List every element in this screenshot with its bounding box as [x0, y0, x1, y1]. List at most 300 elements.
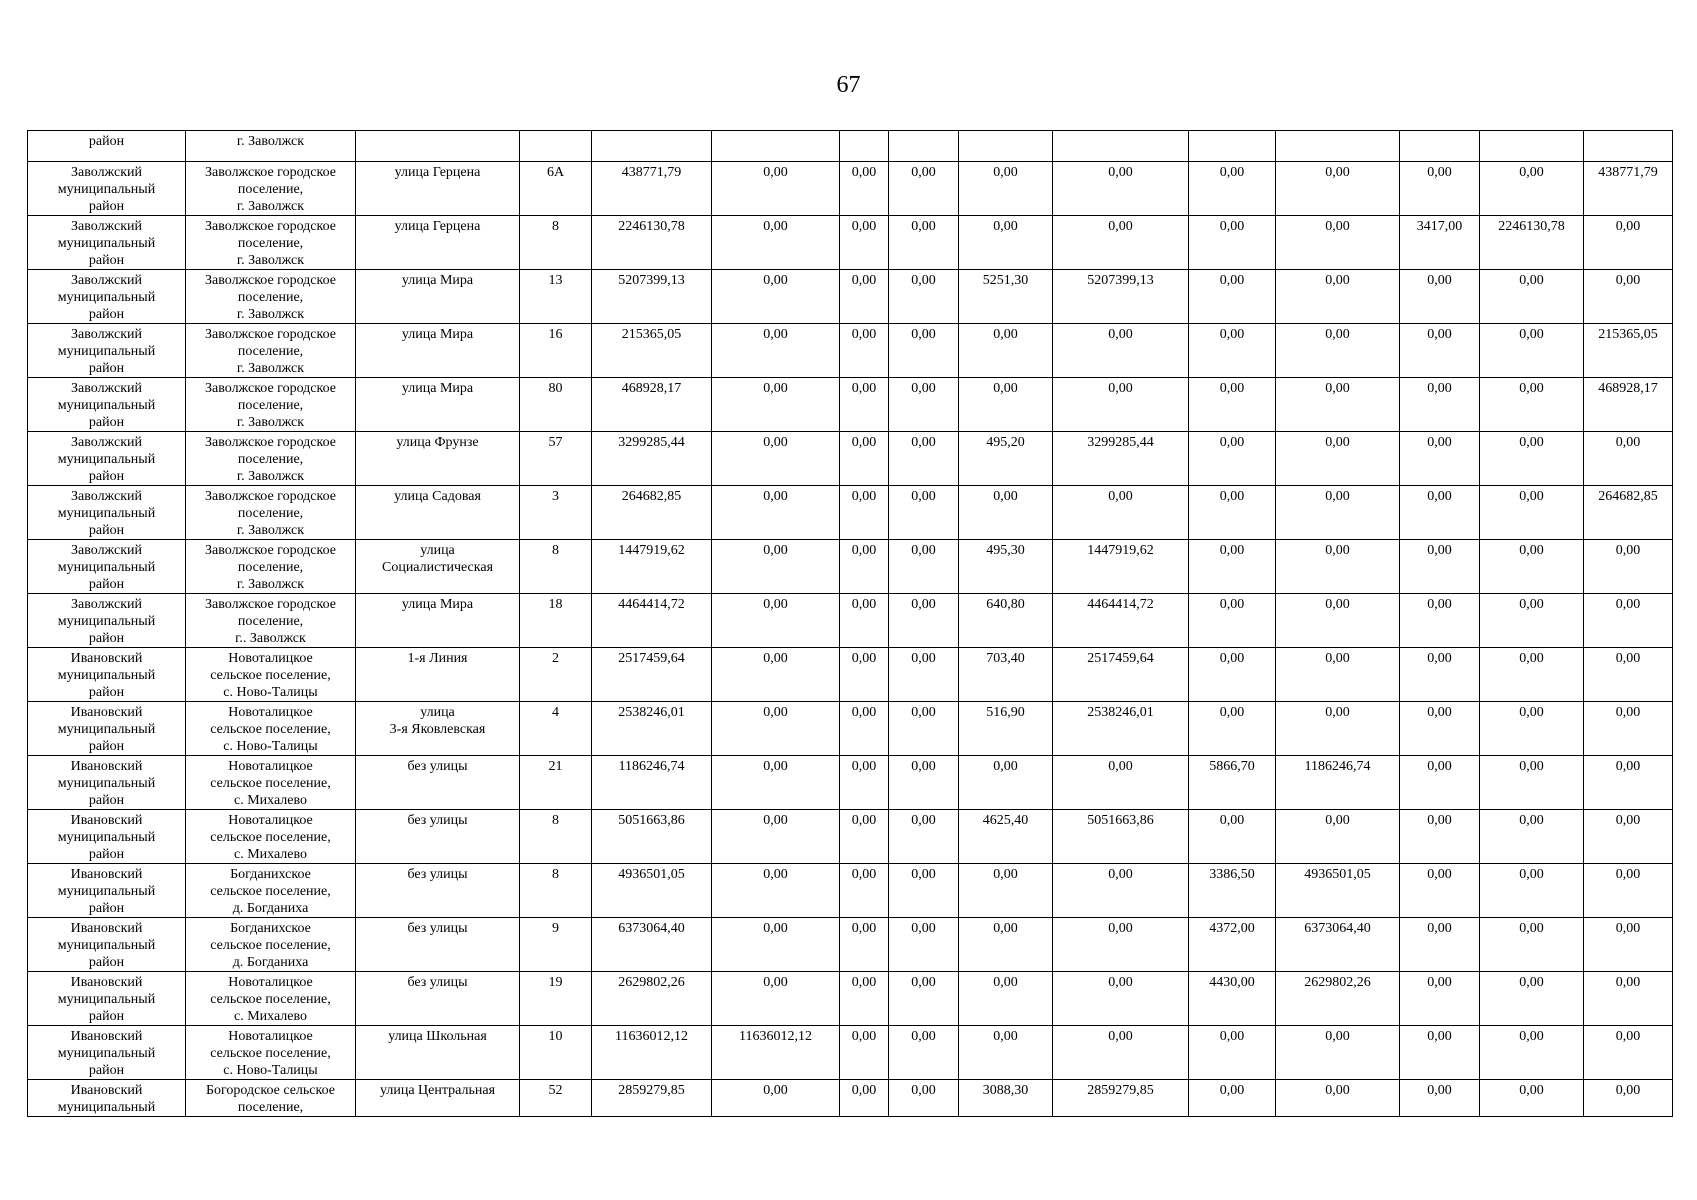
cost-cell-2: 0,00 — [840, 702, 889, 756]
cost-cell-1: 0,00 — [712, 810, 840, 864]
settlement-cell — [186, 972, 356, 1026]
district-cell-line: Заволжский — [71, 489, 142, 504]
settlement-cell-line: сельское поселение, — [210, 884, 331, 899]
area-cell-3: 0,00 — [1400, 810, 1480, 864]
cost-cell-1 — [712, 131, 840, 162]
district-cell — [28, 1026, 186, 1080]
area-cell-2: 4430,00 — [1189, 972, 1276, 1026]
cost-cell-4: 0,00 — [1053, 864, 1189, 918]
street-cell-line: без улицы — [407, 759, 468, 774]
settlement-cell — [186, 131, 356, 162]
district-cell-line: муниципальный — [57, 560, 156, 575]
cost-cell-4: 0,00 — [1053, 162, 1189, 216]
district-cell-line: муниципальный — [57, 344, 156, 359]
house-cell: 8 — [520, 216, 592, 270]
area-cell-2: 0,00 — [1189, 270, 1276, 324]
district-cell — [28, 594, 186, 648]
area-cell-2: 0,00 — [1189, 432, 1276, 486]
cost-cell-5: 0,00 — [1276, 432, 1400, 486]
settlement-cell-line: с. Михалево — [233, 793, 308, 808]
area-cell-1: 3088,30 — [959, 1080, 1053, 1117]
settlement-cell-line: Новоталицкое — [228, 705, 313, 720]
settlement-cell-line: Новоталицкое — [228, 813, 313, 828]
area-cell-2: 0,00 — [1189, 1026, 1276, 1080]
area-cell-1: 0,00 — [959, 378, 1053, 432]
district-cell-line: район — [88, 631, 125, 646]
cost-cell-3: 0,00 — [889, 702, 959, 756]
cost-cell-1: 0,00 — [712, 432, 840, 486]
cost-cell-4: 2517459,64 — [1053, 648, 1189, 702]
cost-cell-5: 0,00 — [1276, 270, 1400, 324]
cost-cell-1: 0,00 — [712, 756, 840, 810]
street-cell-line: без улицы — [407, 975, 468, 990]
district-cell-line: Заволжский — [71, 435, 142, 450]
district-cell-line: муниципальный — [57, 722, 156, 737]
settlement-cell-line: г. Заволжск — [236, 307, 305, 322]
district-cell — [28, 756, 186, 810]
cost-cell-5: 1186246,74 — [1276, 756, 1400, 810]
settlement-cell-line: Новоталицкое — [228, 1029, 313, 1044]
area-cell-3: 0,00 — [1400, 648, 1480, 702]
house-cell: 9 — [520, 918, 592, 972]
settlement-cell-line: с. Михалево — [233, 1009, 308, 1024]
cost-cell-3: 0,00 — [889, 648, 959, 702]
cost-cell-6: 0,00 — [1480, 648, 1584, 702]
area-cell-1: 0,00 — [959, 972, 1053, 1026]
district-cell-line: Заволжский — [71, 273, 142, 288]
cost-cell-4: 3299285,44 — [1053, 432, 1189, 486]
district-cell-line: Заволжский — [71, 219, 142, 234]
cost-cell-3: 0,00 — [889, 1026, 959, 1080]
street-cell-line: улица Герцена — [394, 165, 481, 180]
cost-cell-6: 0,00 — [1480, 702, 1584, 756]
street-cell — [356, 810, 520, 864]
cost-cell-1: 0,00 — [712, 486, 840, 540]
settlement-cell-line: поселение, — [237, 182, 304, 197]
district-cell-line: муниципальный — [57, 614, 156, 629]
district-cell-line: район — [88, 307, 125, 322]
house-cell: 80 — [520, 378, 592, 432]
area-cell-2: 0,00 — [1189, 810, 1276, 864]
district-cell-line: муниципальный — [57, 182, 156, 197]
house-cell: 19 — [520, 972, 592, 1026]
area-cell-1: 703,40 — [959, 648, 1053, 702]
total-cell: 11636012,12 — [592, 1026, 712, 1080]
table-row — [28, 324, 1673, 378]
area-cell-3: 0,00 — [1400, 972, 1480, 1026]
house-cell: 21 — [520, 756, 592, 810]
house-cell: 10 — [520, 1026, 592, 1080]
settlement-cell-line: г. Заволжск — [236, 199, 305, 214]
cost-cell-2: 0,00 — [840, 162, 889, 216]
house-cell: 16 — [520, 324, 592, 378]
cost-cell-3: 0,00 — [889, 594, 959, 648]
street-cell-line: улица Герцена — [394, 219, 481, 234]
table-body — [28, 131, 1673, 1117]
cost-cell-2: 0,00 — [840, 918, 889, 972]
area-cell-2: 0,00 — [1189, 594, 1276, 648]
area-cell-3: 0,00 — [1400, 162, 1480, 216]
table-row — [28, 594, 1673, 648]
cost-cell-3: 0,00 — [889, 1080, 959, 1117]
total-cell: 2246130,78 — [592, 216, 712, 270]
area-cell-3: 0,00 — [1400, 1026, 1480, 1080]
cost-cell-6: 0,00 — [1480, 864, 1584, 918]
area-cell-1: 495,20 — [959, 432, 1053, 486]
district-cell — [28, 918, 186, 972]
settlement-cell-line: с. Михалево — [233, 847, 308, 862]
cost-cell-2: 0,00 — [840, 270, 889, 324]
street-cell-line: улица Садовая — [394, 489, 481, 504]
street-cell — [356, 972, 520, 1026]
area-cell-3: 0,00 — [1400, 864, 1480, 918]
area-cell-3: 0,00 — [1400, 270, 1480, 324]
settlement-cell-line: г. Заволжск — [236, 469, 305, 484]
cost-cell-2 — [840, 131, 889, 162]
house-cell: 8 — [520, 864, 592, 918]
district-cell-line: муниципальный — [57, 830, 156, 845]
area-cell-3: 0,00 — [1400, 756, 1480, 810]
settlement-cell-line: Заволжское городское — [205, 165, 336, 180]
cost-cell-1: 11636012,12 — [712, 1026, 840, 1080]
district-cell-line: Ивановский — [70, 1083, 143, 1098]
cost-cell-7: 215365,05 — [1584, 324, 1673, 378]
district-cell-line: район — [88, 901, 125, 916]
cost-cell-5: 0,00 — [1276, 486, 1400, 540]
cost-cell-6: 0,00 — [1480, 540, 1584, 594]
area-cell-3: 0,00 — [1400, 918, 1480, 972]
area-cell-2: 3386,50 — [1189, 864, 1276, 918]
street-cell-line: 1-я Линия — [407, 651, 468, 666]
district-cell — [28, 162, 186, 216]
cost-cell-4: 5207399,13 — [1053, 270, 1189, 324]
settlement-cell — [186, 756, 356, 810]
street-cell-line: улица Центральная — [379, 1083, 496, 1098]
cost-cell-1: 0,00 — [712, 162, 840, 216]
settlement-cell — [186, 378, 356, 432]
table-row — [28, 486, 1673, 540]
street-cell — [356, 1080, 520, 1117]
settlement-cell — [186, 702, 356, 756]
area-cell-2: 0,00 — [1189, 486, 1276, 540]
street-cell — [356, 702, 520, 756]
district-cell-line: район — [88, 469, 125, 484]
settlement-cell-line: с. Ново-Талицы — [223, 685, 318, 700]
settlement-cell-line: д. Богданиха — [232, 901, 309, 916]
table-row — [28, 432, 1673, 486]
street-cell-line: улица Мира — [401, 273, 474, 288]
house-cell: 18 — [520, 594, 592, 648]
settlement-cell-line: Заволжское городское — [205, 327, 336, 342]
area-cell-3: 0,00 — [1400, 594, 1480, 648]
area-cell-3: 0,00 — [1400, 1080, 1480, 1117]
street-cell — [356, 162, 520, 216]
area-cell-2: 0,00 — [1189, 1080, 1276, 1117]
settlement-cell-line: Заволжское городское — [205, 597, 336, 612]
area-cell-2: 0,00 — [1189, 648, 1276, 702]
cost-cell-5: 0,00 — [1276, 594, 1400, 648]
total-cell — [592, 131, 712, 162]
district-cell-line: район — [88, 955, 125, 970]
street-cell-line: улица — [420, 705, 455, 720]
settlement-cell-line: г.. Заволжск — [235, 631, 306, 646]
district-cell — [28, 216, 186, 270]
area-cell-3: 0,00 — [1400, 540, 1480, 594]
settlement-cell-line: г. Заволжск — [236, 415, 305, 430]
district-cell-line: Заволжский — [71, 597, 142, 612]
cost-cell-1: 0,00 — [712, 648, 840, 702]
settlement-cell — [186, 864, 356, 918]
cost-cell-7: 0,00 — [1584, 216, 1673, 270]
district-cell-line: муниципальный — [57, 452, 156, 467]
cost-cell-5: 0,00 — [1276, 648, 1400, 702]
district-cell — [28, 1080, 186, 1117]
table-row — [28, 162, 1673, 216]
cost-cell-1: 0,00 — [712, 702, 840, 756]
street-cell — [356, 270, 520, 324]
area-cell-1: 0,00 — [959, 918, 1053, 972]
cost-cell-6: 0,00 — [1480, 918, 1584, 972]
table-row — [28, 918, 1673, 972]
cost-cell-5: 2629802,26 — [1276, 972, 1400, 1026]
area-cell-1: 0,00 — [959, 324, 1053, 378]
street-cell — [356, 324, 520, 378]
cost-cell-5: 0,00 — [1276, 162, 1400, 216]
district-cell-line: Ивановский — [70, 759, 143, 774]
district-cell-line: Заволжский — [71, 327, 142, 342]
district-cell-line: муниципальный — [57, 1100, 156, 1115]
area-cell-2: 0,00 — [1189, 324, 1276, 378]
district-cell-line: Ивановский — [70, 921, 143, 936]
house-cell: 6А — [520, 162, 592, 216]
settlement-cell-line: Заволжское городское — [205, 435, 336, 450]
cost-cell-4: 0,00 — [1053, 1026, 1189, 1080]
area-cell-1 — [959, 131, 1053, 162]
cost-cell-6: 0,00 — [1480, 270, 1584, 324]
district-cell-line: район — [88, 577, 125, 592]
settlement-cell-line: Новоталицкое — [228, 975, 313, 990]
table-row — [28, 702, 1673, 756]
settlement-cell — [186, 162, 356, 216]
settlement-cell-line: Новоталицкое — [228, 651, 313, 666]
area-cell-2: 0,00 — [1189, 162, 1276, 216]
cost-cell-2: 0,00 — [840, 756, 889, 810]
district-cell — [28, 702, 186, 756]
cost-cell-3: 0,00 — [889, 324, 959, 378]
settlement-cell-line: сельское поселение, — [210, 1046, 331, 1061]
settlement-cell — [186, 432, 356, 486]
settlement-cell-line: Богданихское — [230, 921, 311, 936]
settlement-cell-line: сельское поселение, — [210, 938, 331, 953]
street-cell-line: улица — [420, 543, 455, 558]
table-row — [28, 131, 1673, 162]
cost-cell-4: 2859279,85 — [1053, 1080, 1189, 1117]
total-cell: 468928,17 — [592, 378, 712, 432]
area-cell-1: 4625,40 — [959, 810, 1053, 864]
house-cell: 3 — [520, 486, 592, 540]
area-cell-1: 516,90 — [959, 702, 1053, 756]
district-cell-line: район — [88, 199, 125, 214]
settlement-cell-line: д. Богданиха — [232, 955, 309, 970]
settlement-cell-line: Новоталицкое — [228, 759, 313, 774]
table-row — [28, 1080, 1673, 1117]
cost-cell-3: 0,00 — [889, 216, 959, 270]
settlement-cell-line: поселение, — [237, 614, 304, 629]
cost-cell-1: 0,00 — [712, 378, 840, 432]
cost-cell-6: 0,00 — [1480, 1080, 1584, 1117]
cost-cell-7: 264682,85 — [1584, 486, 1673, 540]
house-cell: 52 — [520, 1080, 592, 1117]
cost-cell-1: 0,00 — [712, 270, 840, 324]
cost-cell-3: 0,00 — [889, 162, 959, 216]
cost-cell-4: 0,00 — [1053, 324, 1189, 378]
district-cell-line: Ивановский — [70, 651, 143, 666]
cost-cell-4: 0,00 — [1053, 972, 1189, 1026]
table-row — [28, 864, 1673, 918]
settlement-cell-line: Заволжское городское — [205, 543, 336, 558]
cost-cell-5: 0,00 — [1276, 702, 1400, 756]
street-cell-line: без улицы — [407, 921, 468, 936]
cost-cell-3: 0,00 — [889, 540, 959, 594]
total-cell: 438771,79 — [592, 162, 712, 216]
cost-cell-5: 0,00 — [1276, 540, 1400, 594]
total-cell: 4464414,72 — [592, 594, 712, 648]
street-cell-line: без улицы — [407, 867, 468, 882]
settlement-cell-line: с. Ново-Талицы — [223, 739, 318, 754]
cost-cell-7: 0,00 — [1584, 540, 1673, 594]
settlement-cell — [186, 648, 356, 702]
district-cell-line: муниципальный — [57, 290, 156, 305]
table-row — [28, 270, 1673, 324]
settlement-cell-line: г. Заволжск — [236, 361, 305, 376]
table-row — [28, 648, 1673, 702]
area-cell-3: 0,00 — [1400, 486, 1480, 540]
area-cell-3: 0,00 — [1400, 702, 1480, 756]
total-cell: 1186246,74 — [592, 756, 712, 810]
cost-cell-4: 2538246,01 — [1053, 702, 1189, 756]
total-cell: 5207399,13 — [592, 270, 712, 324]
settlement-cell-line: поселение, — [237, 236, 304, 251]
street-cell — [356, 486, 520, 540]
table-row — [28, 1026, 1673, 1080]
district-cell-line: район — [88, 1063, 125, 1078]
settlement-cell-line: поселение, — [237, 560, 304, 575]
district-cell-line: муниципальный — [57, 884, 156, 899]
settlement-cell-line: поселение, — [237, 398, 304, 413]
cost-cell-6: 0,00 — [1480, 594, 1584, 648]
district-cell — [28, 378, 186, 432]
cost-cell-7: 0,00 — [1584, 918, 1673, 972]
house-cell: 2 — [520, 648, 592, 702]
cost-cell-4 — [1053, 131, 1189, 162]
area-cell-1: 0,00 — [959, 486, 1053, 540]
cost-cell-1: 0,00 — [712, 324, 840, 378]
cost-cell-5: 0,00 — [1276, 1080, 1400, 1117]
area-cell-3: 0,00 — [1400, 432, 1480, 486]
street-cell-line: без улицы — [407, 813, 468, 828]
cost-cell-3: 0,00 — [889, 378, 959, 432]
cost-cell-2: 0,00 — [840, 324, 889, 378]
cost-cell-6: 0,00 — [1480, 486, 1584, 540]
street-cell — [356, 1026, 520, 1080]
district-cell — [28, 131, 186, 162]
cost-cell-7: 468928,17 — [1584, 378, 1673, 432]
settlement-cell — [186, 486, 356, 540]
district-cell — [28, 486, 186, 540]
settlement-cell-line: сельское поселение, — [210, 722, 331, 737]
district-cell — [28, 270, 186, 324]
area-cell-3: 0,00 — [1400, 324, 1480, 378]
area-cell-1: 495,30 — [959, 540, 1053, 594]
street-cell-line: улица Мира — [401, 597, 474, 612]
district-cell — [28, 648, 186, 702]
settlement-cell-line: Заволжское городское — [205, 219, 336, 234]
house-cell: 13 — [520, 270, 592, 324]
district-cell-line: муниципальный — [57, 776, 156, 791]
cost-cell-2: 0,00 — [840, 1026, 889, 1080]
district-cell-line: Заволжский — [71, 165, 142, 180]
cost-cell-6: 2246130,78 — [1480, 216, 1584, 270]
street-cell — [356, 540, 520, 594]
district-cell — [28, 864, 186, 918]
district-cell-line: муниципальный — [57, 992, 156, 1007]
settlement-cell — [186, 1026, 356, 1080]
house-cell — [520, 131, 592, 162]
cost-cell-3: 0,00 — [889, 432, 959, 486]
district-cell-line: район — [88, 134, 125, 149]
settlement-cell — [186, 270, 356, 324]
district-cell — [28, 432, 186, 486]
cost-cell-1: 0,00 — [712, 216, 840, 270]
district-cell-line: Ивановский — [70, 867, 143, 882]
street-cell — [356, 648, 520, 702]
district-cell-line: муниципальный — [57, 938, 156, 953]
street-cell — [356, 131, 520, 162]
cost-cell-5: 0,00 — [1276, 1026, 1400, 1080]
cost-cell-3: 0,00 — [889, 918, 959, 972]
district-cell-line: район — [88, 793, 125, 808]
house-cell: 57 — [520, 432, 592, 486]
area-cell-2: 0,00 — [1189, 216, 1276, 270]
cost-cell-6: 0,00 — [1480, 378, 1584, 432]
district-cell-line: район — [88, 253, 125, 268]
area-cell-1: 0,00 — [959, 216, 1053, 270]
street-cell-line: улица Школьная — [388, 1029, 487, 1044]
cost-cell-4: 5051663,86 — [1053, 810, 1189, 864]
settlement-cell-line: г. Заволжск — [236, 253, 305, 268]
district-cell-line: муниципальный — [57, 236, 156, 251]
settlement-cell-line: г. Заволжск — [236, 134, 305, 149]
cost-cell-4: 0,00 — [1053, 756, 1189, 810]
house-cell: 8 — [520, 540, 592, 594]
street-cell-line: Социалистическая — [381, 560, 494, 575]
cost-cell-2: 0,00 — [840, 864, 889, 918]
settlement-cell-line: с. Ново-Талицы — [223, 1063, 318, 1078]
cost-cell-7: 0,00 — [1584, 756, 1673, 810]
settlement-cell-line: поселение, — [237, 506, 304, 521]
cost-cell-7: 0,00 — [1584, 702, 1673, 756]
cost-cell-7: 0,00 — [1584, 1026, 1673, 1080]
cost-cell-4: 1447919,62 — [1053, 540, 1189, 594]
street-cell — [356, 918, 520, 972]
total-cell: 6373064,40 — [592, 918, 712, 972]
district-cell-line: муниципальный — [57, 1046, 156, 1061]
settlement-cell-line: Богородское сельское — [205, 1083, 335, 1098]
street-cell-line: 3-я Яковлевская — [389, 722, 486, 737]
cost-cell-6: 0,00 — [1480, 432, 1584, 486]
street-cell — [356, 864, 520, 918]
settlement-cell-line: г. Заволжск — [236, 523, 305, 538]
